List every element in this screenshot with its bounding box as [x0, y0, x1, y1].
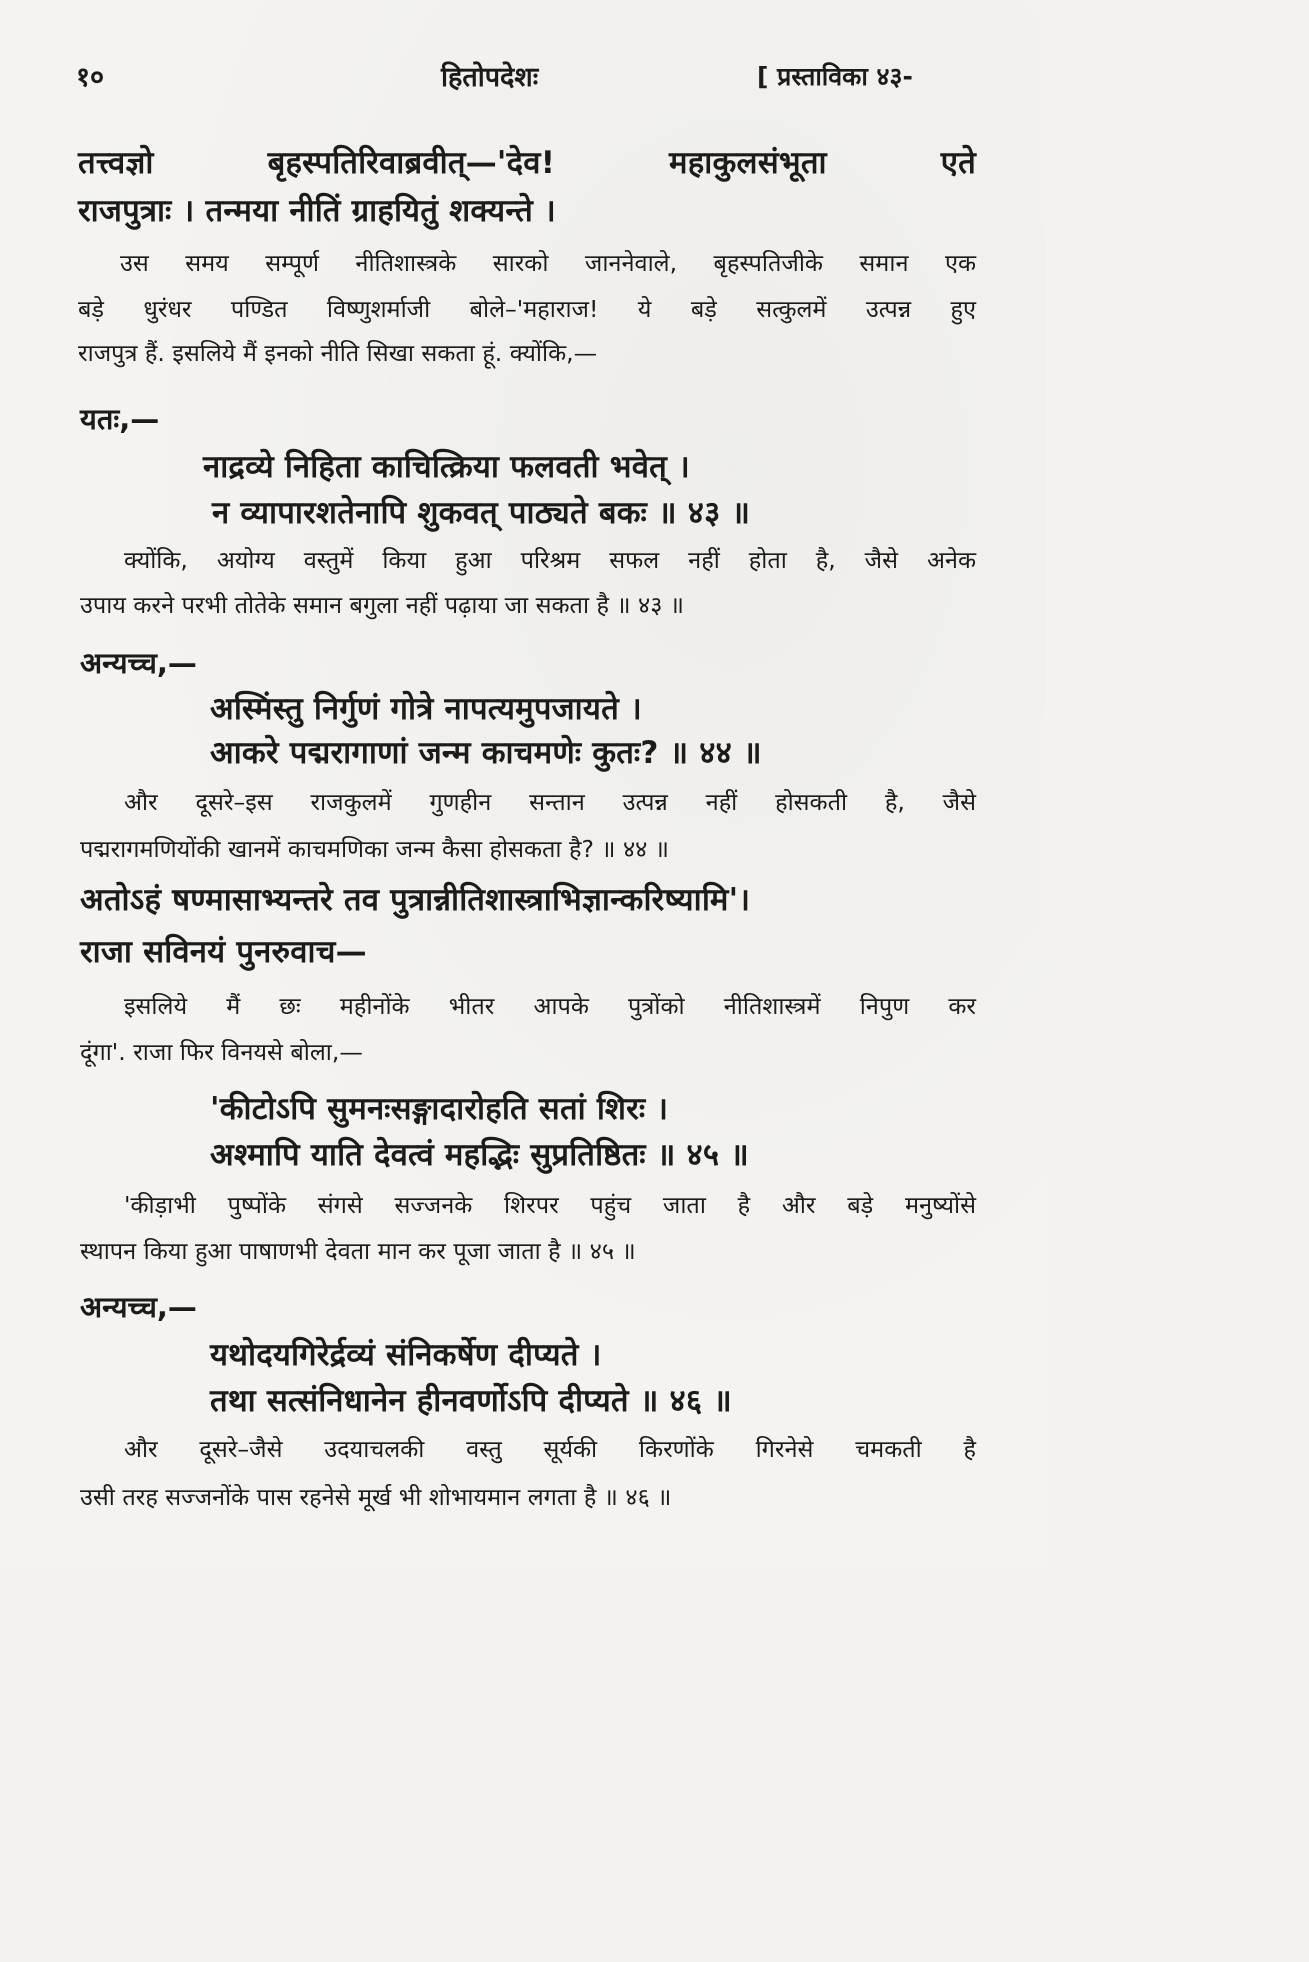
section-label: [ प्रस्ताविका ४३- [757, 62, 913, 91]
book-title: हितोपदेशः [441, 62, 539, 93]
verse-line: तथा सत्संनिधानेन हीनवर्णोऽपि दीप्यते ॥ ४६ ॥ [210, 1383, 732, 1419]
hindi-line: क्योंकि, अयोग्य वस्तुमें किया हुआ परिश्रम सफल नहीं होता है, जैसे अनेक [124, 546, 976, 574]
verse-line: नाद्रव्ये निहिता काचित्क्रिया फलवती भवेत् । [203, 449, 690, 485]
verse-line: अश्मापि याति देवत्वं महद्भिः सुप्रतिष्ठितः ॥ ४५ ॥ [210, 1137, 749, 1173]
section-label-yatah: यतः,— [80, 402, 160, 436]
page-number: १० [76, 62, 105, 93]
hindi-line: 'कीड़ाभी पुष्पोंके संगसे सज्जनके शिरपर पहुंच जाता है और बड़े मनुष्योंसे [124, 1191, 976, 1219]
hindi-line: इसलिये मैं छः महीनोंके भीतर आपके पुत्रोंको नीतिशास्त्रमें निपुण कर [124, 992, 976, 1020]
hindi-line: दूंगा'. राजा फिर विनयसे बोला,— [80, 1038, 363, 1066]
verse-line: यथोदयगिरेर्द्रव्यं संनिकर्षेण दीप्यते । [210, 1337, 602, 1373]
sanskrit-line: अतोऽहं षण्मासाभ्यन्तरे तव पुत्रान्नीतिशास्त्राभिज्ञान्करिष्यामि'। [80, 882, 751, 918]
hindi-line: बड़े धुरंधर पण्डित विष्णुशर्माजी बोले–'महाराज! ये बड़े सत्कुलमें उत्पन्न हुए [78, 295, 976, 323]
hindi-line: उस समय सम्पूर्ण नीतिशास्त्रके सारको जाननेवाले, बृहस्पतिजीके समान एक [120, 249, 976, 277]
section-label-anyacca: अन्यच्च,— [80, 646, 197, 680]
verse-line: आकरे पद्मरागाणां जन्म काचमणेः कुतः? ॥ ४४ ॥ [210, 735, 762, 771]
sanskrit-line: राजपुत्राः । तन्मया नीतिं ग्राहयितुं शक्यन्ते । [78, 193, 556, 229]
hindi-line: स्थापन किया हुआ पाषाणभी देवता मान कर पूजा जाता है ॥ ४५ ॥ [80, 1237, 636, 1265]
hindi-line: और दूसरे–जैसे उदयाचलकी वस्तु सूर्यकी किरणोंके गिरनेसे चमकती है [124, 1435, 976, 1463]
hindi-line: उपाय करने परभी तोतेके समान बगुला नहीं पढ़ाया जा सकता है ॥ ४३ ॥ [80, 591, 684, 619]
hindi-line: उसी तरह सज्जनोंके पास रहनेसे मूर्ख भी शोभायमान लगता है ॥ ४६ ॥ [80, 1483, 672, 1511]
sanskrit-line: राजा सविनयं पुनरुवाच— [80, 934, 367, 970]
hindi-line: पद्मरागमणियोंकी खानमें काचमणिका जन्म कैसा होसकता है? ॥ ४४ ॥ [80, 835, 669, 863]
hindi-line: और दूसरे–इस राजकुलमें गुणहीन सन्तान उत्पन्न नहीं होसकती है, जैसे [124, 788, 976, 816]
verse-line: न व्यापारशतेनापि शुकवत् पाठ्यते बकः ॥ ४३ ॥ [212, 495, 751, 531]
hindi-line: राजपुत्र हैं. इसलिये मैं इनको नीति सिखा सकता हूं. क्योंकि,— [78, 339, 598, 367]
section-label-anyacca: अन्यच्च,— [80, 1290, 197, 1324]
sanskrit-line: तत्त्वज्ञो बृहस्पतिरिवाब्रवीत्—'देव! महाकुलसंभूता एते [78, 145, 976, 181]
verse-line: अस्मिंस्तु निर्गुणं गोत्रे नापत्यमुपजायते । [210, 691, 642, 727]
verse-line: 'कीटोऽपि सुमनःसङ्गादारोहति सतां शिरः । [210, 1091, 669, 1127]
